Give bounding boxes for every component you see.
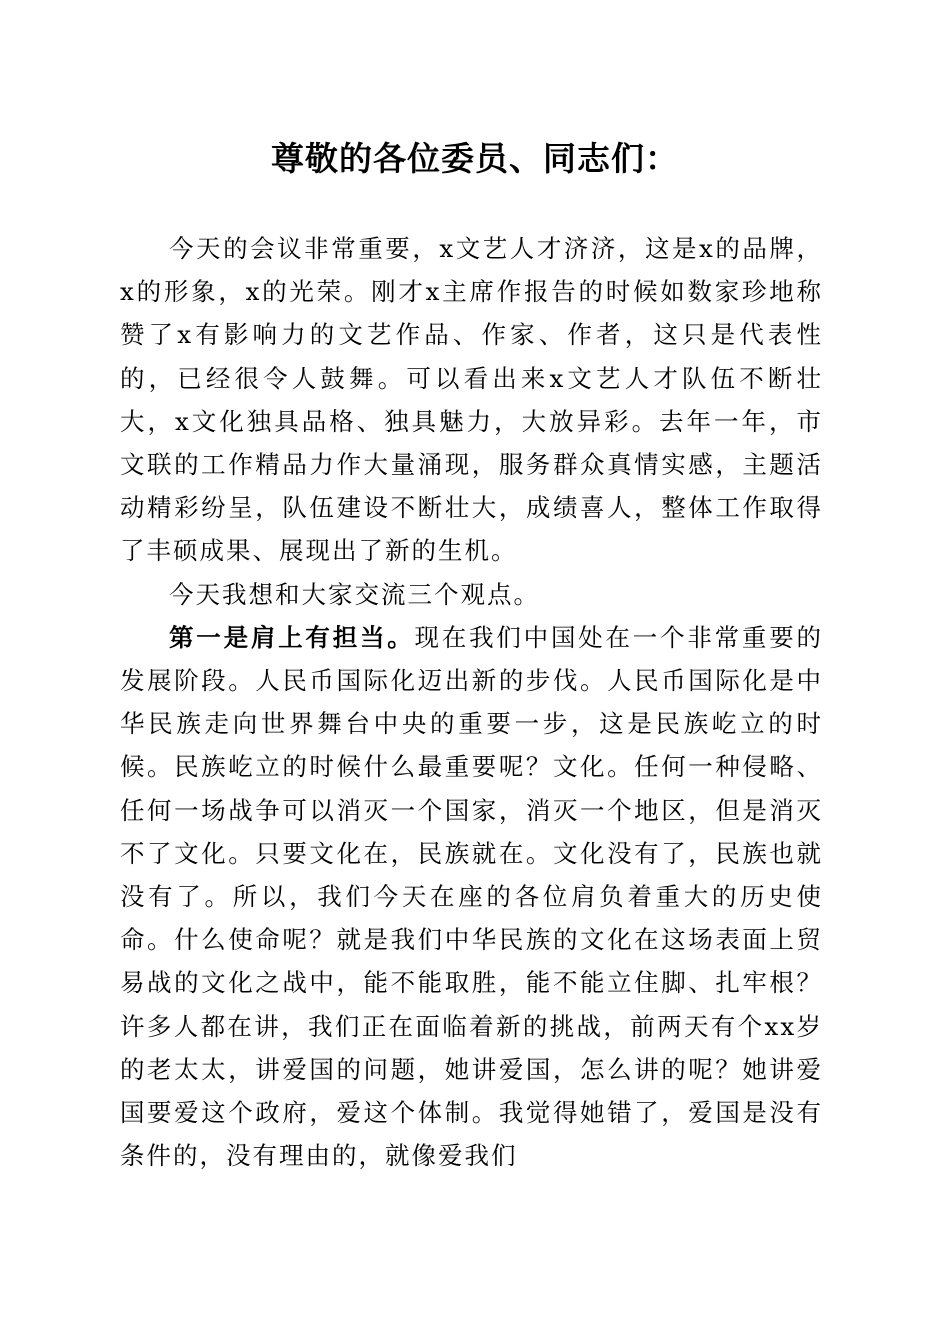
paragraph-point-one <box>120 616 823 1178</box>
paragraph-text: 今天我想和大家交流三个观点。 <box>169 579 540 609</box>
document-title: 尊敬的各位委员、同志们： <box>271 139 679 178</box>
paragraph-text: 现在我们中国处在一个非常重要的发展阶段。人民币国际化迈出新的步伐。人民币国际化是中华民族走向世界舞台中央的重要一步，这是民族屹立的时候。民族屹立的时候什么最重要呢？文化。任何一种侵略、任何一场战争可以消灭一个国家，消灭一个地区，但是消灭不了文化。只要文化在，民族就在。文化没有了，民族也就没有了。所以，我们今天在座的各位肩负着重大的历史使命。什么使命呢？就是我们中华民族的文化在这场表面上贸易战的文化之战中，能不能取胜，能不能立住脚、扎牢根？许多人都在讲，我们正在面临着新的挑战，前两天有个xx岁的老太太，讲爱国的问题，她讲爱国，怎么讲的呢？她讲爱国要爱这个政府，爱这个体制。我觉得她错了，爱国是没有条件的，没有理由的，就像爱我们 <box>120 622 824 1171</box>
paragraph-viewpoints <box>120 573 823 616</box>
paragraph-lead-heading: 第一是肩上有担当。 <box>169 622 415 652</box>
paragraph-intro <box>120 227 823 573</box>
paragraph-text: 今天的会议非常重要，x文艺人才济济，这是x的品牌，x的形象，x的光荣。刚才x主席作报告的时候如数家珍地称赞了x有影响力的文艺作品、作家、作者，这只是代表性的，已经很令人鼓舞。可以看出来x文艺人才队伍不断壮大，x文化独具品格、独具魅力，大放异彩。去年一年，市文联的工作精品力作大量涌现，服务群众真情实感，主题活动精彩纷呈，队伍建设不断壮大，成绩喜人，整体工作取得了丰硕成果、展现出了新的生机。 <box>120 234 823 566</box>
document-body <box>120 227 823 1177</box>
